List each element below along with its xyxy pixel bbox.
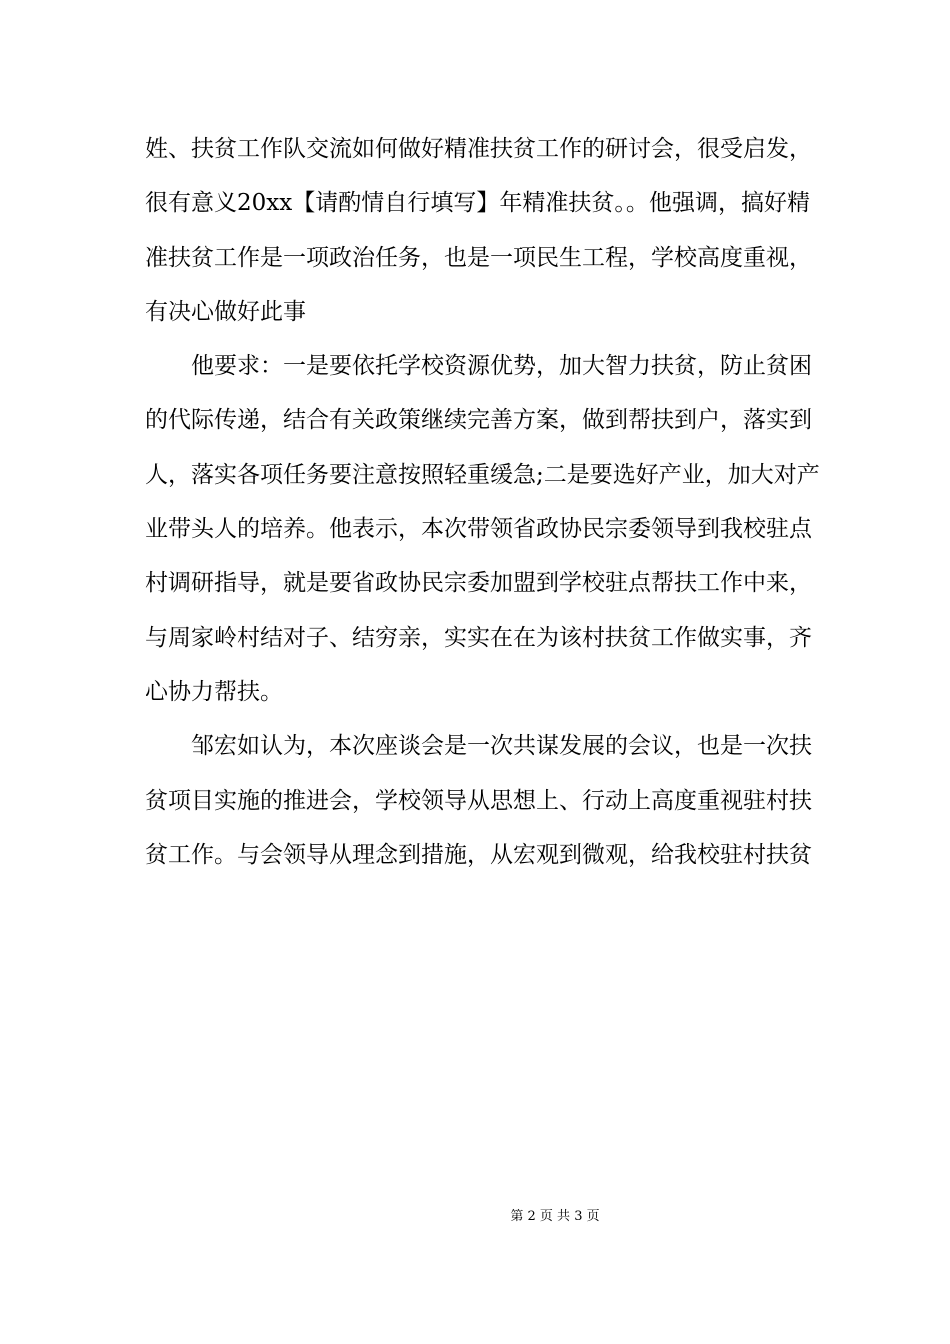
paragraph-first-line: 他要求：一是要依托学校资源优势，加大智力扶贫，防止贫困: [191, 353, 812, 380]
text-line: 有决心做好此事: [145, 298, 306, 325]
text-line: 贫项目实施的推进会，学校领导从思想上、行动上高度重视驻村扶: [145, 787, 812, 814]
text-line: 与周家岭村结对子、结穷亲，实实在在为该村扶贫工作做实事，齐: [145, 624, 812, 651]
text-line: 姓、扶贫工作队交流如何做好精准扶贫工作的研讨会，很受启发，: [145, 136, 812, 162]
text-line: 心协力帮扶。: [145, 678, 283, 705]
text-line: 准扶贫工作是一项政治任务，也是一项民生工程，学校高度重视，: [145, 244, 812, 271]
document-body: [145, 122, 820, 882]
text-line: 很有意义20xx【请酌情自行填写】年精准扶贫。。他强调，搞好精: [145, 190, 810, 217]
text-line: 村调研指导，就是要省政协民宗委加盟到学校驻点帮扶工作中来，: [145, 570, 812, 597]
text-line: 的代际传递，结合有关政策继续完善方案，做到帮扶到户，落实到: [145, 407, 812, 434]
paragraph-first-line: 邹宏如认为，本次座谈会是一次共谋发展的会议，也是一次扶: [191, 733, 812, 760]
page-number: 第 2 页 共 3 页: [510, 1209, 600, 1224]
text-line: 贫工作。与会领导从理念到措施，从宏观到微观，给我校驻村扶贫: [145, 841, 812, 868]
text-line: 业带头人的培养。他表示，本次带领省政协民宗委领导到我校驻点: [145, 516, 812, 543]
page-footer: [0, 1205, 950, 1229]
text-line: 人，落实各项任务要注意按照轻重缓急;二是要选好产业，加大对产: [145, 461, 820, 488]
